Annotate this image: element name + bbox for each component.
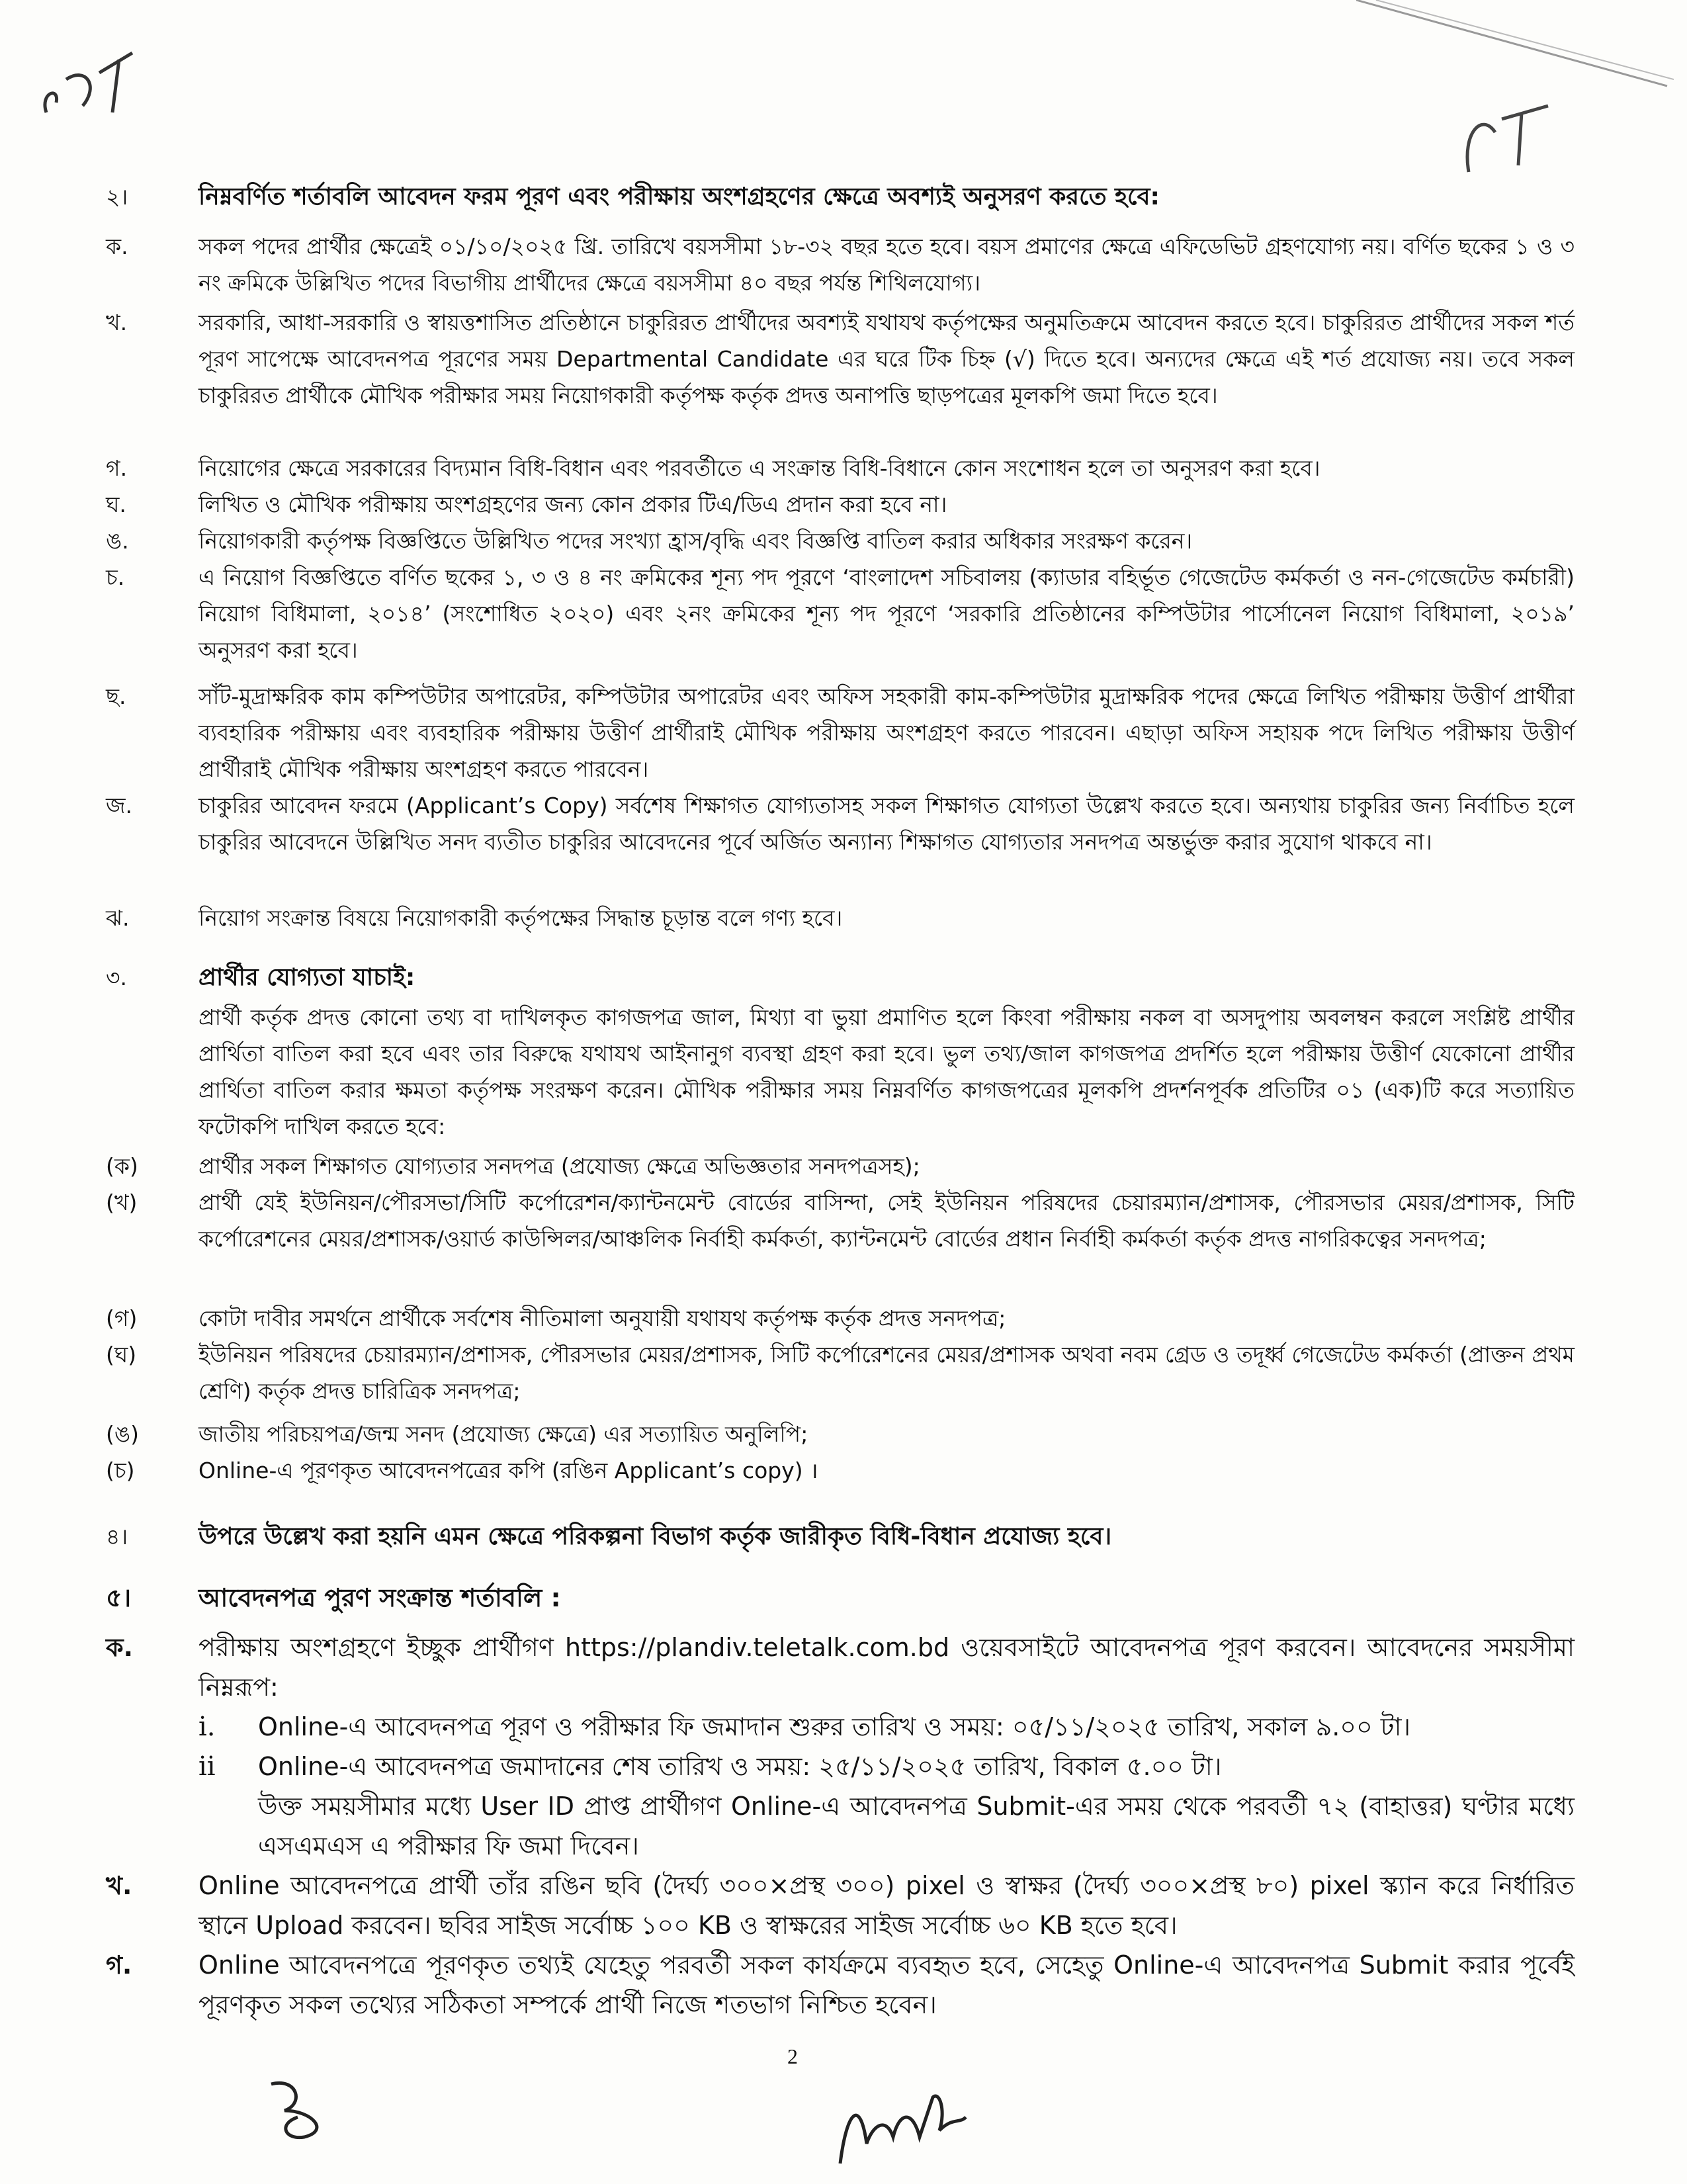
handwriting-scribble — [258, 2071, 351, 2144]
fold-mark — [1356, 0, 1674, 95]
item-label: (ঘ) — [106, 1342, 137, 1368]
list-item — [106, 1416, 1575, 1452]
list-item — [106, 1336, 1575, 1409]
item-text: লিখিত ও মৌখিক পরীক্ষায় অংশগ্রহণের জন্য কোন প্রকার টিএ/ডিএ প্রদান করা হবে না। — [198, 492, 947, 517]
item-label: (ক) — [106, 1153, 138, 1179]
item-text: কোটা দাবীর সমর্থনে প্রার্থীকে সর্বশেষ নীতিমালা অনুযায়ী যথাযথ কর্তৃপক্ষ কর্তৃক প্রদত্ত সনদপত্র; — [198, 1305, 1006, 1331]
item-text: এ নিয়োগ বিজ্ঞপ্তিতে বর্ণিত ছকের ১, ৩ ও ৪ নং ক্রমিকের শূন্য পদ পূরণে ‘বাংলাদেশ সচিবালয় (ক্যাডার বহির্ভূত গেজেটেড কর্মকর্তা ও নন-গেজেটেড কর্মচারী) নিয়োগ বিধিমালা, ২০১৪’ (সংশোধিত ২০২০) এবং ২নং ক্রমিকের শূন্য পদ পূরণে ‘সরকারি প্রতিষ্ঠানের কম্পিউটার পার্সোনেল নিয়োগ বিধিমালা, ২০১৯’ অনুসরণ করা হবে। — [198, 564, 1575, 663]
list-item — [106, 1148, 1575, 1184]
fold-line — [1356, 0, 1674, 93]
handwriting-scribble — [20, 40, 146, 126]
sub-item — [198, 1707, 1575, 1747]
section-4 — [106, 1518, 1575, 1555]
handwritten-mark-top-right — [1455, 93, 1561, 188]
item-label: ক. — [106, 234, 128, 259]
item-text: প্রার্থীর সকল শিক্ষাগত যোগ্যতার সনদপত্র (প্রযোজ্য ক্ষেত্রে অভিজ্ঞতার সনদপত্রসহ); — [198, 1153, 920, 1179]
section-heading: প্রার্থীর যোগ্যতা যাচাই: — [198, 964, 415, 991]
item-label: (গ) — [106, 1305, 138, 1331]
signature — [827, 2071, 973, 2173]
item-label: ক. — [106, 1633, 134, 1662]
item-text: ইউনিয়ন পরিষদের চেয়ারম্যান/প্রশাসক, পৌরসভার মেয়র/প্রশাসক, সিটি কর্পোরেশনের মেয়র/প্রশাসক অথবা নবম গ্রেড ও তদূর্ধ্ব গেজেটেড কর্মকর্তা (প্রাক্তন প্রথম শ্রেণি) কর্তৃক প্রদত্ত চারিত্রিক সনদপত্র; — [198, 1342, 1575, 1404]
list-item — [106, 304, 1575, 414]
section-2-heading — [106, 179, 1575, 215]
section-text: উপরে উল্লেখ করা হয়নি এমন ক্ষেত্রে পরিকল্পনা বিভাগ কর্তৃক জারীকৃত বিধি-বিধান প্রযোজ্য হবে। — [198, 1523, 1112, 1550]
list-item — [106, 678, 1575, 787]
section-number: ২। — [106, 184, 128, 210]
item-label: গ. — [106, 1950, 132, 1980]
section-3-heading — [106, 959, 1575, 996]
item-label: (খ) — [106, 1190, 138, 1215]
item-label: ঘ. — [106, 492, 126, 517]
section-heading: নিম্নবর্ণিত শর্তাবলি আবেদন ফরম পূরণ এবং পরীক্ষায় অংশগ্রহণের ক্ষেত্রে অবশ্যই অনুসরণ করতে হবে: — [198, 183, 1160, 210]
section-number: ৫। — [106, 1583, 132, 1612]
sub-note-text: উক্ত সময়সীমার মধ্যে User ID প্রাপ্ত প্রার্থীগণ Online-এ আবেদনপত্র Submit-এর সময় থেকে পরবর্তী ৭২ (বাহাত্তর) ঘণ্টার মধ্যে এসএমএস এ পরীক্ষার ফি জমা দিবেন। — [258, 1792, 1575, 1860]
item-text: চাকুরির আবেদন ফরমে (Applicant’s Copy) সর্বশেষ শিক্ষাগত যোগ্যতাসহ সকল শিক্ষাগত যোগ্যতা উল্লেখ করতে হবে। অন্যথায় চাকুরির জন্য নির্বাচিত হলে চাকুরির আবেদনে উল্লিখিত সনদ ব্যতীত চাকুরির আবেদনের পূর্বে অর্জিত অন্যান্য শিক্ষাগত যোগ্যতার সনদপত্র অন্তর্ভুক্ত করার সুযোগ থাকবে না। — [198, 793, 1575, 855]
intro-paragraph: প্রার্থী কর্তৃক প্রদত্ত কোনো তথ্য বা দাখিলকৃত কাগজপত্র জাল, মিথ্যা বা ভুয়া প্রমাণিত হলে কিংবা পরীক্ষায় নকল বা অসদুপায় অবলম্বন করলে সংশ্লিষ্ট প্রার্থীর প্রার্থিতা বাতিল করা হবে এবং তার বিরুদ্ধে যথাযথ আইনানুগ ব্যবস্থা গ্রহণ করা হবে। ভুল তথ্য/জাল কাগজপত্র প্রদর্শিত হলে পরীক্ষায় উত্তীর্ণ যেকোনো প্রার্থীর প্রার্থিতা বাতিল করার ক্ষমতা কর্তৃপক্ষ সংরক্ষণ করেন। মৌখিক পরীক্ষার সময় নিম্নবর্ণিত কাগজপত্রের মূলকপি প্রদর্শনপূর্বক প্রতিটির ০১ (এক)টি করে সত্যায়িত ফটোকপি দাখিল করতে হবে: — [198, 1004, 1575, 1139]
item-text: সাঁট-মুদ্রাক্ষরিক কাম কম্পিউটার অপারেটর, কম্পিউটার অপারেটর এবং অফিস সহকারী কাম-কম্পিউটার মুদ্রাক্ষরিক পদের ক্ষেত্রে লিখিত পরীক্ষায় উত্তীর্ণ প্রার্থীরা ব্যবহারিক পরীক্ষায় এবং ব্যবহারিক পরীক্ষায় উত্তীর্ণ প্রার্থীরাই মৌখিক পরীক্ষায় অংশগ্রহণ করতে পারবেন। এছাড়া অফিস সহায়ক পদে লিখিত পরীক্ষায় উত্তীর্ণ প্রার্থীরাই মৌখিক পরীক্ষায় অংশগ্রহণ করতে পারবেন। — [198, 683, 1575, 782]
item-text: জাতীয় পরিচয়পত্র/জন্ম সনদ (প্রযোজ্য ক্ষেত্রে) এর সত্যায়িত অনুলিপি; — [198, 1421, 808, 1447]
section-number: ৩. — [106, 965, 127, 990]
item-text: Online-এ পূরণকৃত আবেদনপত্রের কপি (রঙিন Applicant’s copy) । — [198, 1458, 818, 1483]
item-label: (চ) — [106, 1458, 135, 1483]
list-item — [106, 523, 1575, 559]
page-number: 2 — [787, 2044, 798, 2068]
section-heading: আবেদনপত্র পুরণ সংক্রান্ত শর্তাবলি : — [198, 1583, 561, 1612]
sub-text: Online-এ আবেদনপত্র জমাদানের শেষ তারিখ ও সময়: ২৫/১১/২০২৫ তারিখ, বিকাল ৫.০০ টা। — [258, 1752, 1222, 1781]
item-text: নিয়োগকারী কর্তৃপক্ষ বিজ্ঞপ্তিতে উল্লিখিত পদের সংখ্যা হ্রাস/বৃদ্ধি এবং বিজ্ঞপ্তি বাতিল করার অধিকার সংরক্ষণ করেন। — [198, 528, 1193, 554]
handwriting-scribble — [1455, 93, 1561, 185]
item-text: সরকারি, আধা-সরকারি ও স্বায়ত্তশাসিত প্রতিষ্ঠানে চাকুরিরত প্রার্থীদের অবশ্যই যথাযথ কর্তৃপক্ষের অনুমতিক্রমে আবেদন করতে হবে। চাকুরিরত প্রার্থীদের সকল শর্ত পূরণ সাপেক্ষে আবেদনপত্র পূরণের সময় Departmental Candidate এর ঘরে টিক চিহ্ন (√) দিতে হবে। অন্যদের ক্ষেত্রে এই শর্ত প্রযোজ্য নয়। তবে সকল চাকুরিরত প্রার্থীকে মৌখিক পরীক্ষার সময় নিয়োগকারী কর্তৃপক্ষ কর্তৃক প্রদত্ত অনাপত্তি ছাড়পত্রের মূলকপি জমা দিতে হবে। — [198, 310, 1575, 408]
condition-kha — [106, 1866, 1575, 1945]
section-3-intro — [106, 999, 1575, 1145]
section-5-heading — [106, 1578, 1575, 1618]
sub-text: Online-এ আবেদনপত্র পূরণ ও পরীক্ষার ফি জমাদান শুরুর তারিখ ও সময়: ০৫/১১/২০২৫ তারিখ, সকাল ৯.০০ টা। — [258, 1712, 1411, 1741]
item-label: জ. — [106, 793, 133, 818]
sub-label: i. — [198, 1712, 216, 1742]
item-label: ঝ. — [106, 905, 130, 931]
condition-ka — [106, 1628, 1575, 1707]
handwritten-initial — [258, 2071, 351, 2146]
item-label: (ঙ) — [106, 1421, 139, 1447]
list-item — [106, 228, 1575, 301]
handwritten-number-top-left — [20, 40, 146, 128]
spacer — [106, 999, 198, 1145]
item-label: গ. — [106, 455, 128, 481]
item-text: Online আবেদনপত্রে প্রার্থী তাঁর রঙিন ছবি (দৈর্ঘ্য ৩০০×প্রস্থ ৩০০) pixel ও স্বাক্ষর (দৈর্ঘ্য ৩০০×প্রস্থ ৮০) pixel স্ক্যান করে নির্ধারিত স্থানে Upload করবেন। ছবির সাইজ সর্বোচ্চ ১০০ KB ও স্বাক্ষরের সাইজ সর্বোচ্চ ৬০ KB হতে হবে। — [198, 1871, 1575, 1940]
item-text: নিয়োগের ক্ষেত্রে সরকারের বিদ্যমান বিধি-বিধান এবং পরবর্তীতে এ সংক্রান্ত বিধি-বিধানে কোন সংশোধন হলে তা অনুসরণ করা হবে। — [198, 455, 1320, 481]
list-item — [106, 486, 1575, 523]
list-item — [106, 1184, 1575, 1257]
condition-ga — [106, 1945, 1575, 2025]
item-text: প্রার্থী যেই ইউনিয়ন/পৌরসভা/সিটি কর্পোরেশন/ক্যান্টনমেন্ট বোর্ডের বাসিন্দা, সেই ইউনিয়ন পরিষদের চেয়ারম্যান/প্রশাসক, পৌরসভার মেয়র/প্রশাসক, সিটি কর্পোরেশনের মেয়র/প্রশাসক/ওয়ার্ড কাউন্সিলর/আঞ্চলিক নির্বাহী কর্মকর্তা, ক্যান্টনমেন্ট বোর্ডের প্রধান নির্বাহী কর্মকর্তা কর্তৃক প্রদত্ত নাগরিকত্বের সনদপত্র; — [198, 1190, 1575, 1252]
item-text: Online আবেদনপত্রে পূরণকৃত তথ্যই যেহেতু পরবর্তী সকল কার্যক্রমে ব্যবহৃত হবে, সেহেতু Online-এ আবেদনপত্র Submit করার পূর্বেই পূরণকৃত সকল তথ্যের সঠিকতা সম্পর্কে প্রার্থী নিজে শতভাগ নিশ্চিত হবেন। — [198, 1950, 1575, 2019]
item-text: পরীক্ষায় অংশগ্রহণে ইচ্ছুক প্রার্থীগণ https://plandiv.teletalk.com.bd ওয়েবসাইটে আবেদনপত্র পূরণ করবেন। আবেদনের সময়সীমা নিম্নরূপ: — [198, 1633, 1575, 1702]
item-label: চ. — [106, 564, 125, 590]
sub-item — [198, 1747, 1575, 1786]
item-label: ছ. — [106, 683, 126, 709]
list-item — [106, 559, 1575, 668]
list-item — [106, 787, 1575, 860]
list-item — [106, 900, 1575, 936]
signature-scribble — [827, 2071, 973, 2170]
section-number: ৪। — [106, 1524, 128, 1550]
list-item — [106, 1452, 1575, 1489]
item-text: সকল পদের প্রার্থীর ক্ষেত্রেই ০১/১০/২০২৫ খ্রি. তারিখে বয়সসীমা ১৮-৩২ বছর হতে হবে। বয়স প্রমাণের ক্ষেত্রে এফিডেভিট গ্রহণযোগ্য নয়। বর্ণিত ছকের ১ ও ৩ নং ক্রমিকে উল্লিখিত পদের বিভাগীয় প্রার্থীদের ক্ষেত্রে বয়সসীমা ৪০ বছর পর্যন্ত শিথিলযোগ্য। — [198, 234, 1575, 296]
item-label: খ. — [106, 1871, 132, 1900]
sub-note — [198, 1786, 1575, 1866]
list-item — [106, 1300, 1575, 1336]
sub-label: ii — [198, 1751, 216, 1782]
spacer — [198, 1786, 258, 1866]
item-label: খ. — [106, 310, 128, 335]
list-item — [106, 450, 1575, 486]
item-text: নিয়োগ সংক্রান্ত বিষয়ে নিয়োগকারী কর্তৃপক্ষের সিদ্ধান্ত চূড়ান্ত বলে গণ্য হবে। — [198, 905, 843, 931]
item-label: ঙ. — [106, 528, 129, 554]
